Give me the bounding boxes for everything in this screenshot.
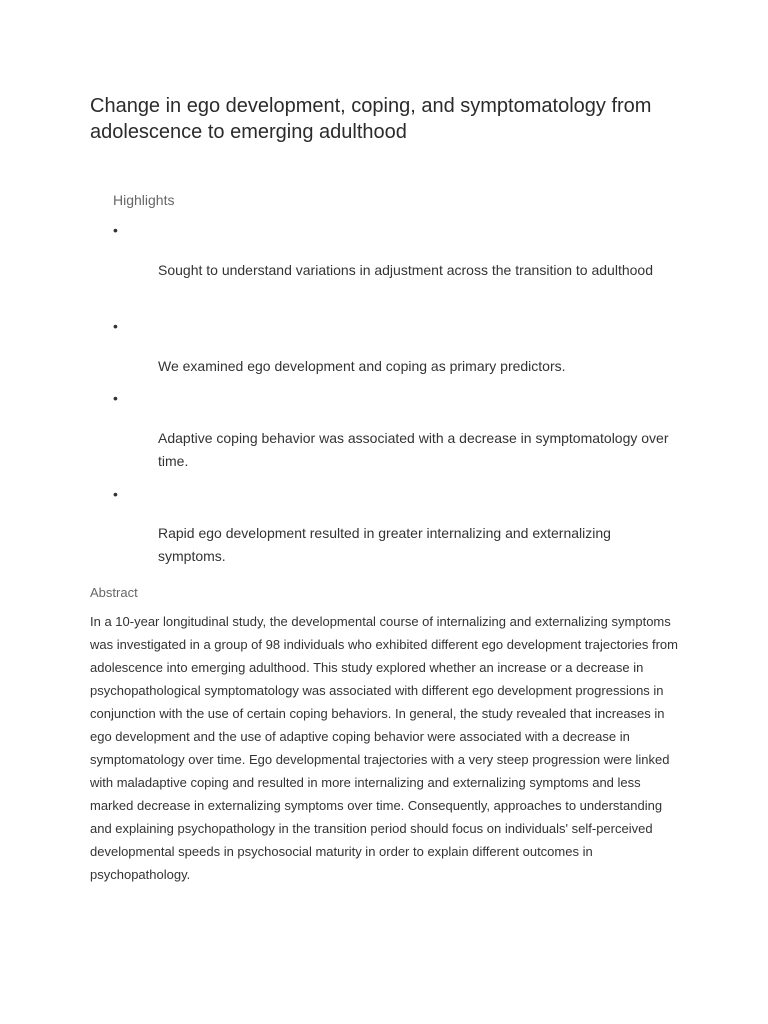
bullet-icon: • — [113, 390, 118, 406]
bullet-icon: • — [113, 222, 118, 238]
bullet-icon: • — [113, 318, 118, 334]
highlight-text: Adaptive coping behavior was associated with a decrease in symptomatology over time. — [158, 430, 669, 469]
page-title: Change in ego development, coping, and symptomatology from adolescence to emerging adulthood — [90, 95, 652, 143]
highlights-heading: Highlights — [113, 192, 175, 208]
bullet-icon: • — [113, 486, 118, 502]
highlight-text: Sought to understand variations in adjustment across the transition to adulthood — [158, 262, 653, 278]
abstract-text: In a 10-year longitudinal study, the developmental course of internalizing and externalizing symptoms was investigated in a group of 98 individuals who exhibited different ego development trajectories from adolescence into emerging adulthood. This study explored whether an increase or a decrease in psychopathological symptomatology was associated with different ego development progressions in conjunction with the use of certain coping behaviors. In general, the study revealed that increases in ego development and the use of adaptive coping behavior were associated with a decrease in symptomatology over time. Ego developmental trajectories with a very steep progression were linked with maladaptive coping and resulted in more internalizing and externalizing symptoms and less marked decrease in externalizing symptoms over time. Consequently, approaches to understanding and explaining psychopathology in the transition period should focus on individuals' self-perceived developmental speeds in psychosocial maturity in order to explain different outcomes in psychopathology. — [90, 614, 678, 882]
highlight-text: Rapid ego development resulted in greater internalizing and externalizing symptoms. — [158, 525, 611, 564]
abstract-heading: Abstract — [90, 585, 138, 600]
highlight-text: We examined ego development and coping as primary predictors. — [158, 358, 566, 374]
